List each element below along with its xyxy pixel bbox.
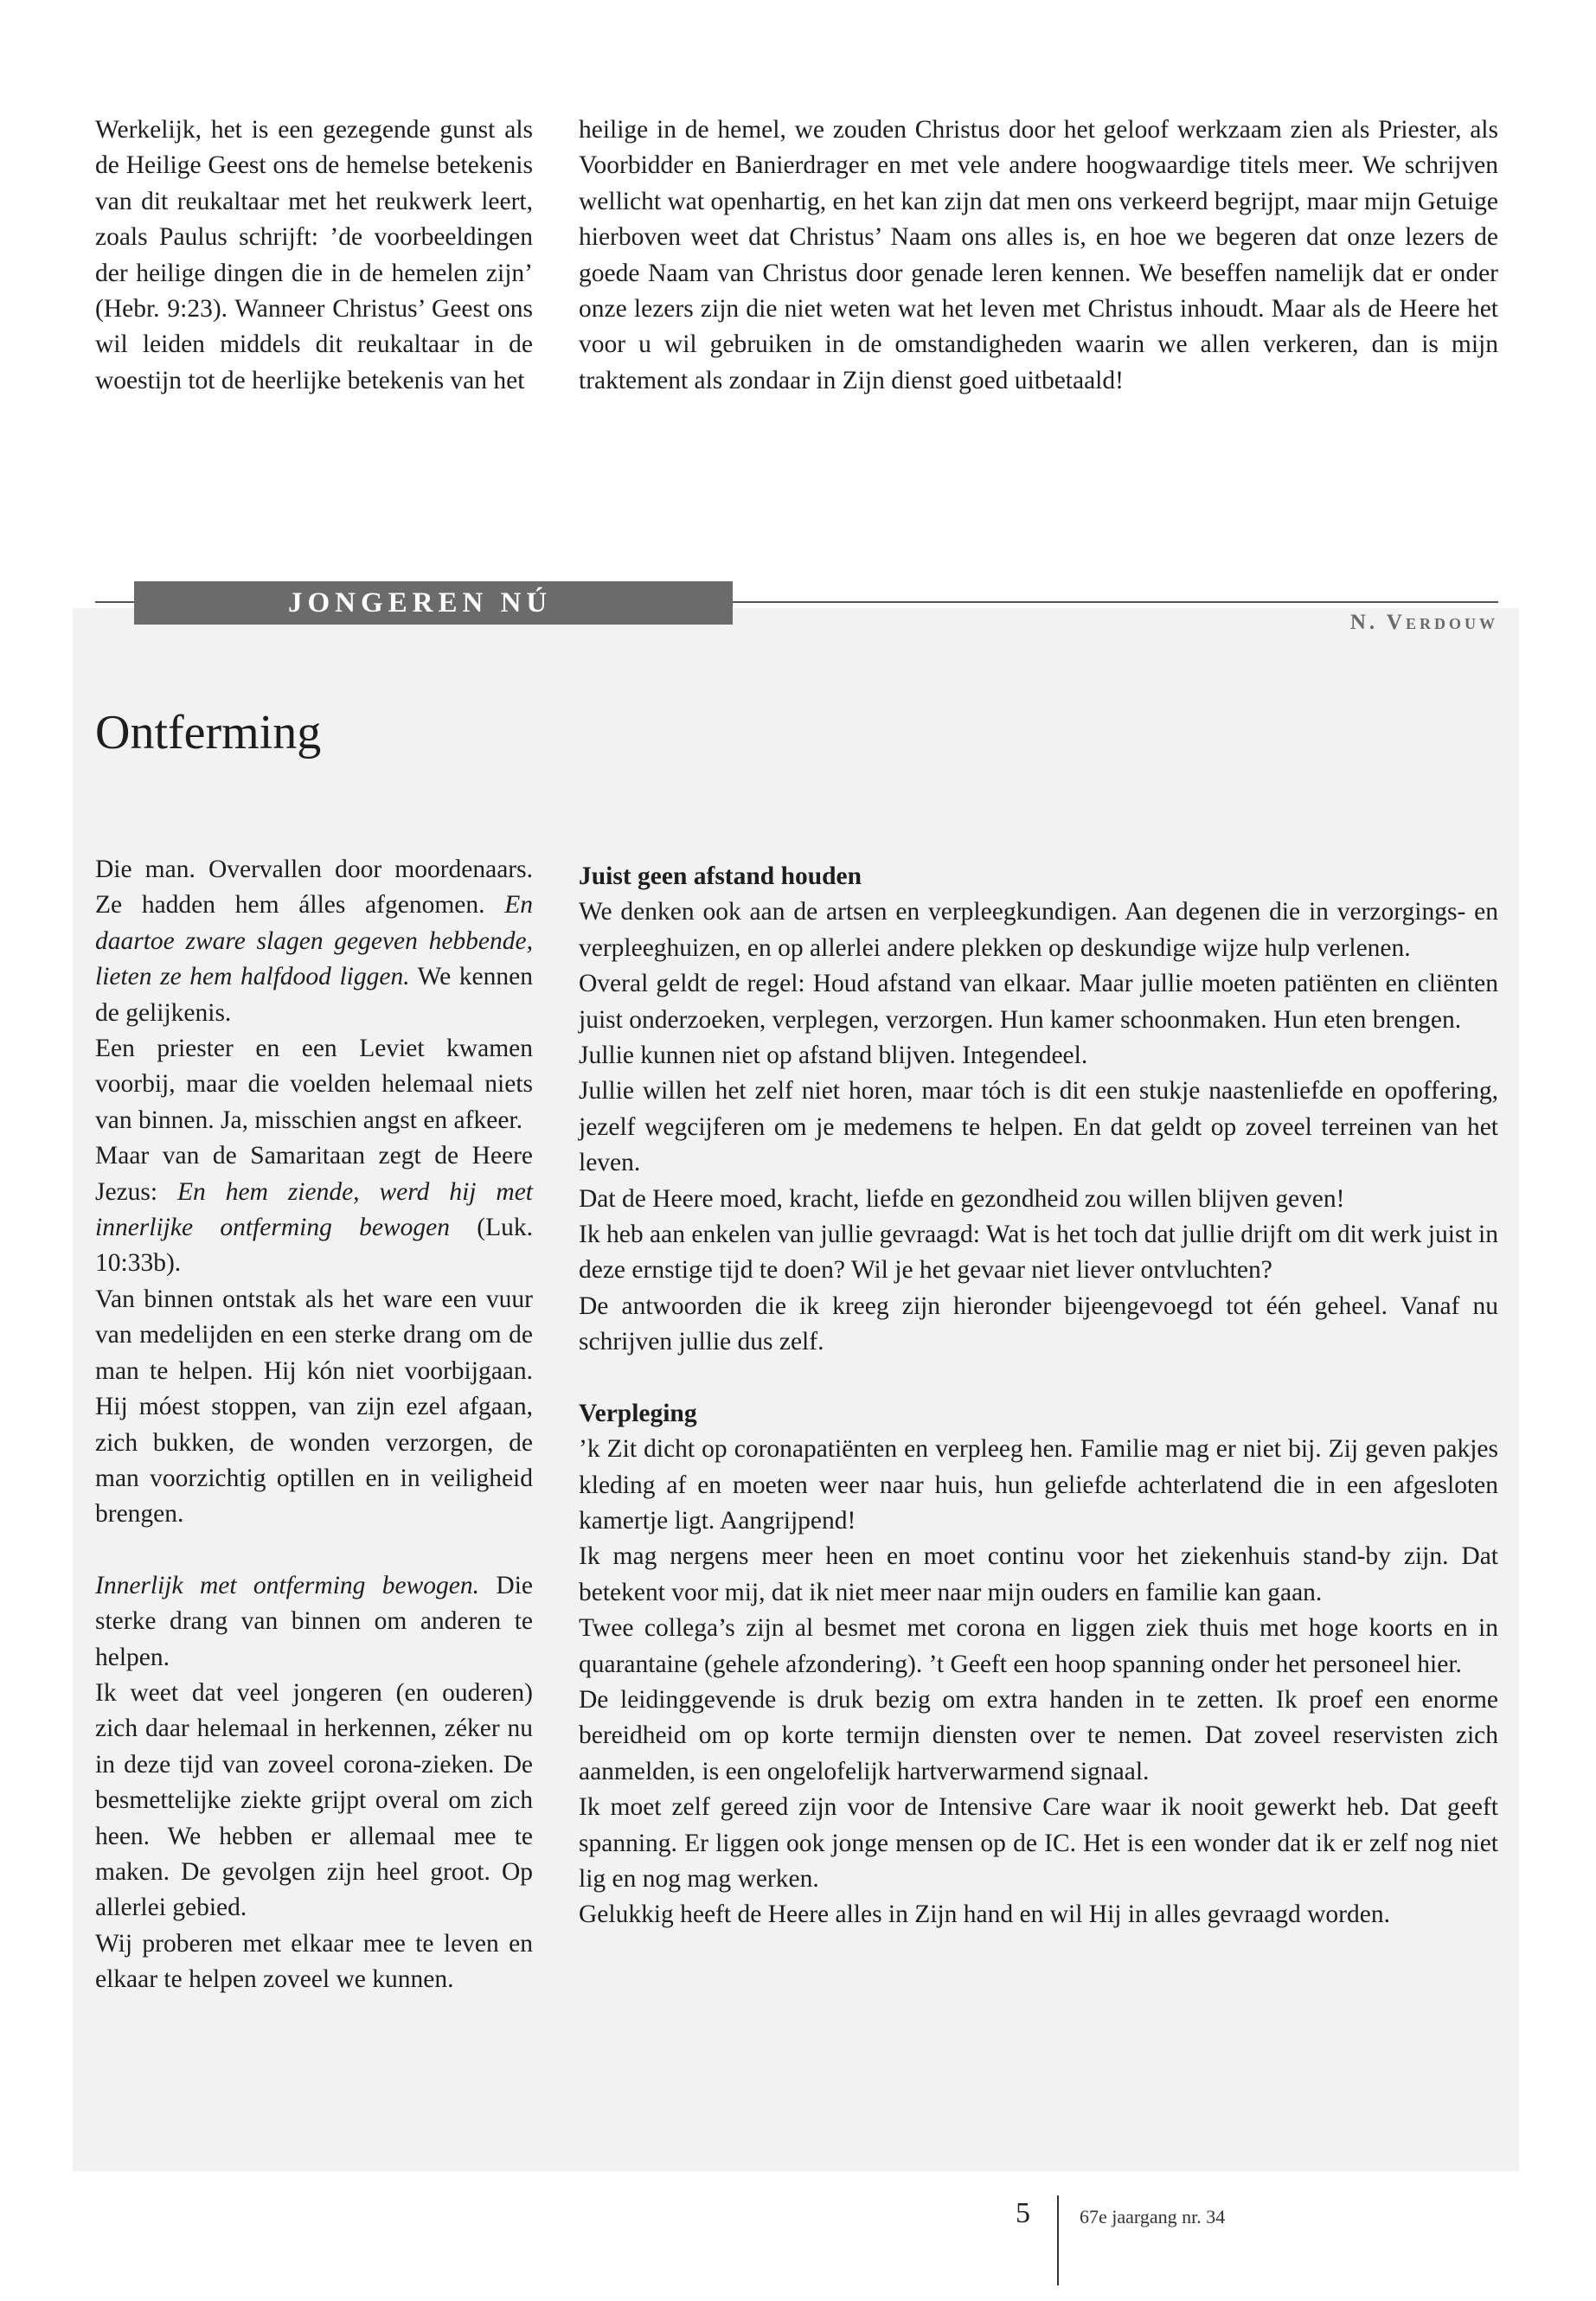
paragraph: Dat de Heere moed, kracht, liefde en gezondheid zou willen blijven geven! [579, 1184, 1345, 1213]
paragraph: Innerlijk met ontferming bewogen. Die sterke drang van binnen om anderen te helpen. [95, 1571, 533, 1671]
article-right-column [579, 859, 1498, 1933]
subheading: Juist geen afstand houden [579, 862, 862, 890]
article-title: Ontferming [95, 706, 322, 760]
paragraph: Maar van de Samaritaan zegt de Heere Jezus: En hem ziende, werd hij met innerlijke ontferming bewogen (Luk. 10:33b). [95, 1142, 534, 1278]
paragraph: Werkelijk, het is een gezegende gunst als de Heilige Geest ons de hemelse betekenis van dit reukaltaar met het reukwerk leert, zoals Paulus schrijft: ’de voorbeeldingen der heilige dingen die in de hemelen zijn’ (Hebr. 9:23). Wanneer Christus’ Geest ons wil leiden middels dit reukaltaar in de woestijn tot de heerlijke betekenis van het [95, 116, 533, 394]
paragraph: heilige in de hemel, we zouden Christus door het geloof werkzaam zien als Priester, als Voorbidder en Banierdrager en met vele andere hoogwaardige titels meer. We schrijven wellicht wat openhartig, en het kan zijn dat men ons verkeerd begrijpt, maar mijn Getuige hierboven weet dat Christus’ Naam ons alles is, en hoe we begeren dat onze lezers de goede Naam van Christus door genade leren kennen. We beseffen namelijk dat er onder onze lezers zijn die niet weten wat het leven met Christus inhoudt. Maar als de Heere het voor u wil gebruiken in de omstandigheden waarin we allen verkeren, dan is mijn traktement als zondaar in Zijn dienst goed uitbetaald! [579, 116, 1498, 394]
paragraph: Twee collega’s zijn al besmet met corona en liggen ziek thuis met hoge koorts en in quarantaine (gehele afzondering). ’t Geeft een hoop spanning onder het personeel hier. [579, 1614, 1498, 1678]
issue-label: 67e jaargang nr. 34 [1080, 2206, 1226, 2227]
previous-article-right-column [579, 112, 1498, 399]
paragraph: Jullie kunnen niet op afstand blijven. Integendeel. [579, 1042, 1088, 1070]
rubric-label: JONGEREN NÚ [134, 581, 733, 625]
paragraph: Overal geldt de regel: Houd afstand van elkaar. Maar jullie moeten patiënten en cliënten juist onderzoeken, verplegen, verzorgen. Hun kamer schoonmaken. Hun eten brengen. [579, 970, 1498, 1034]
paragraph: We denken ook aan de artsen en verpleegkundigen. Aan degenen die in verzorgings- en verpleeghuizen, en op allerlei andere plekken op deskundige wijze hulp verlenen. [579, 898, 1498, 962]
paragraph: Wij proberen met elkaar mee te leven en elkaar te helpen zoveel we kunnen. [95, 1929, 533, 1994]
paragraph: Jullie willen het zelf niet horen, maar tóch is dit een stukje naastenliefde en opoffering, jezelf wegcijferen om je medemens te helpen. En dat geldt op zoveel terreinen van het leven. [579, 1077, 1498, 1177]
subheading: Verpleging [579, 1399, 697, 1427]
paragraph: Die man. Overvallen door moordenaars. Ze hadden hem álles afgenomen. En daartoe zware slagen gegeven hebbende, lieten ze hem halfdood liggen. We kennen de gelijkenis. [95, 856, 533, 1027]
paragraph: De antwoorden die ik kreeg zijn hieronder bijeengevoegd tot één geheel. Vanaf nu schrijven jullie dus zelf. [579, 1292, 1498, 1356]
paragraph: ’k Zit dicht op coronapatiënten en verpleeg hen. Familie mag er niet bij. Zij geven pakjes kleding af en moeten weer naar huis, hun geliefde achterlatend die in een afgesloten kamertje ligt. Aangrijpend! [579, 1435, 1498, 1535]
paragraph: Ik heb aan enkelen van jullie gevraagd: Wat is het toch dat jullie drijft om dit werk juist in deze ernstige tijd te doen? Wil je het gevaar niet liever ontvluchten? [579, 1221, 1498, 1285]
paragraph: Gelukkig heeft de Heere alles in Zijn hand en wil Hij in alles gevraagd worden. [579, 1900, 1390, 1929]
paragraph: Ik mag nergens meer heen en moet continu voor het ziekenhuis stand-by zijn. Dat betekent voor mij, dat ik niet meer naar mijn ouders en familie kan gaan. [579, 1542, 1498, 1606]
paragraph: Een priester en een Leviet kwamen voorbij, maar die voelden helemaal niets van binnen. Ja, misschien angst en afkeer. [95, 1035, 533, 1134]
paragraph: De leidinggevende is druk bezig om extra handen in te zetten. Ik proef een enorme bereidheid om op korte termijn diensten over te nemen. Dat zoveel reservisten zich aanmelden, is een ongelofelijk hartverwarmend signaal. [579, 1685, 1498, 1785]
previous-article-left-column [95, 112, 533, 399]
author-name: N. Verdouw [1349, 611, 1498, 634]
page-number: 5 [1016, 2197, 1030, 2229]
footer-divider [1057, 2195, 1059, 2285]
paragraph: Ik moet zelf gereed zijn voor de Intensive Care waar ik nooit gewerkt heb. Dat geeft spanning. Er liggen ook jonge mensen op de IC. Het is een wonder dat ik er zelf nog niet lig en nog mag werken. [579, 1793, 1498, 1893]
article-left-column [95, 852, 533, 1998]
paragraph: Van binnen ontstak als het ware een vuur van medelijden en een sterke drang om de man te helpen. Hij kón niet voorbijgaan. Hij móest stoppen, van zijn ezel afgaan, zich bukken, de wonden verzorgen, de man voorzichtig optillen en in veiligheid brengen. [95, 1285, 533, 1529]
paragraph: Ik weet dat veel jongeren (en ouderen) zich daar helemaal in herkennen, zéker nu in deze tijd van zoveel corona-zieken. De besmettelijke ziekte grijpt overal om zich heen. We hebben er allemaal mee te maken. De gevolgen zijn heel groot. Op allerlei gebied. [95, 1678, 533, 1922]
